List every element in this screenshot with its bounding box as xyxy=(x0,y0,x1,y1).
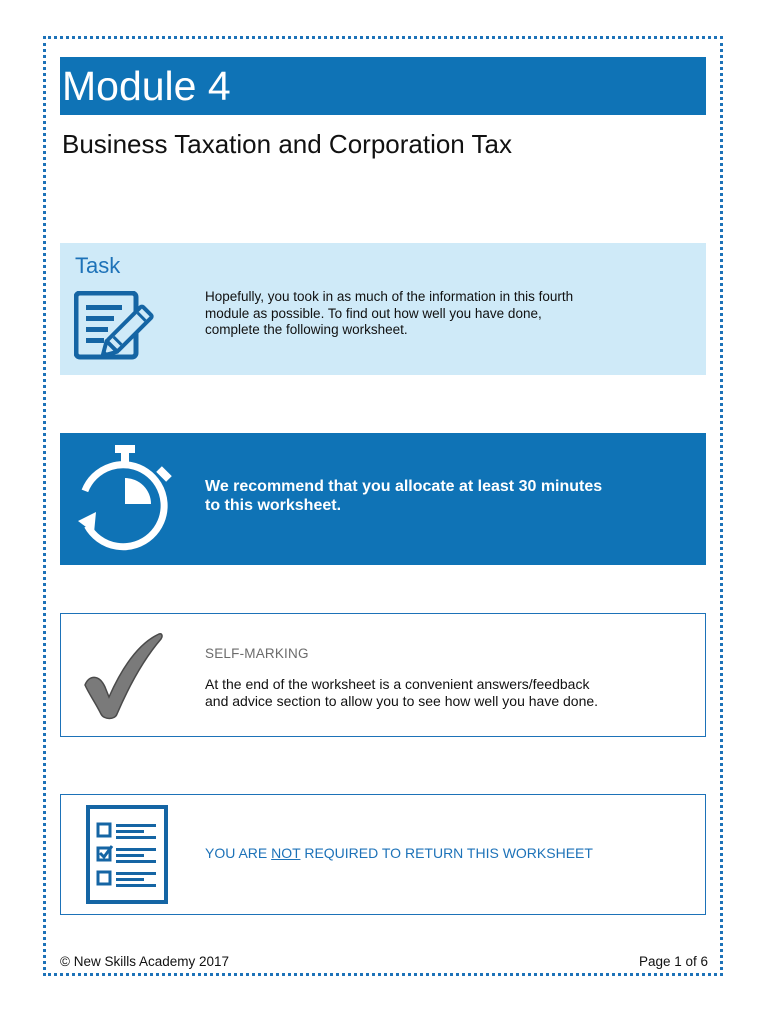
task-line: Hopefully, you took in as much of the information in this fourth xyxy=(205,289,574,304)
time-line: We recommend that you allocate at least 30 minutes xyxy=(205,478,603,495)
task-panel xyxy=(60,243,706,375)
task-heading: Task xyxy=(75,253,121,278)
return-notice-after: REQUIRED TO RETURN THIS WORKSHEET xyxy=(300,845,593,861)
module-title: Module 4 xyxy=(62,63,231,109)
footer-copyright: © New Skills Academy 2017 xyxy=(60,954,230,969)
time-recommendation-panel xyxy=(60,433,706,565)
stopwatch-icon xyxy=(68,441,183,553)
task-line: complete the following worksheet. xyxy=(205,322,408,337)
return-notice-text xyxy=(205,845,593,861)
footer-page-number: Page 1 of 6 xyxy=(638,954,708,969)
self-marking-heading: SELF-MARKING xyxy=(205,646,309,661)
checklist-icon xyxy=(85,804,169,905)
module-header-bar xyxy=(60,57,706,115)
checkmark-icon xyxy=(79,630,165,722)
time-recommendation-text xyxy=(205,477,645,515)
page-subtitle: Business Taxation and Corporation Tax xyxy=(62,129,512,159)
self-marking-line: At the end of the worksheet is a convenient answers/feedback xyxy=(205,676,590,692)
self-marking-description xyxy=(205,676,675,710)
return-notice-emphasis: NOT xyxy=(271,845,301,861)
document-pencil-icon xyxy=(74,291,170,361)
task-description xyxy=(205,289,645,339)
time-line: to this worksheet. xyxy=(205,497,342,514)
self-marking-line: and advice section to allow you to see how well you have done. xyxy=(205,693,599,709)
self-marking-panel xyxy=(60,613,706,737)
return-notice-panel xyxy=(60,794,706,915)
task-line: module as possible. To find out how well you have done, xyxy=(205,305,542,321)
return-notice-before: YOU ARE xyxy=(205,845,272,861)
